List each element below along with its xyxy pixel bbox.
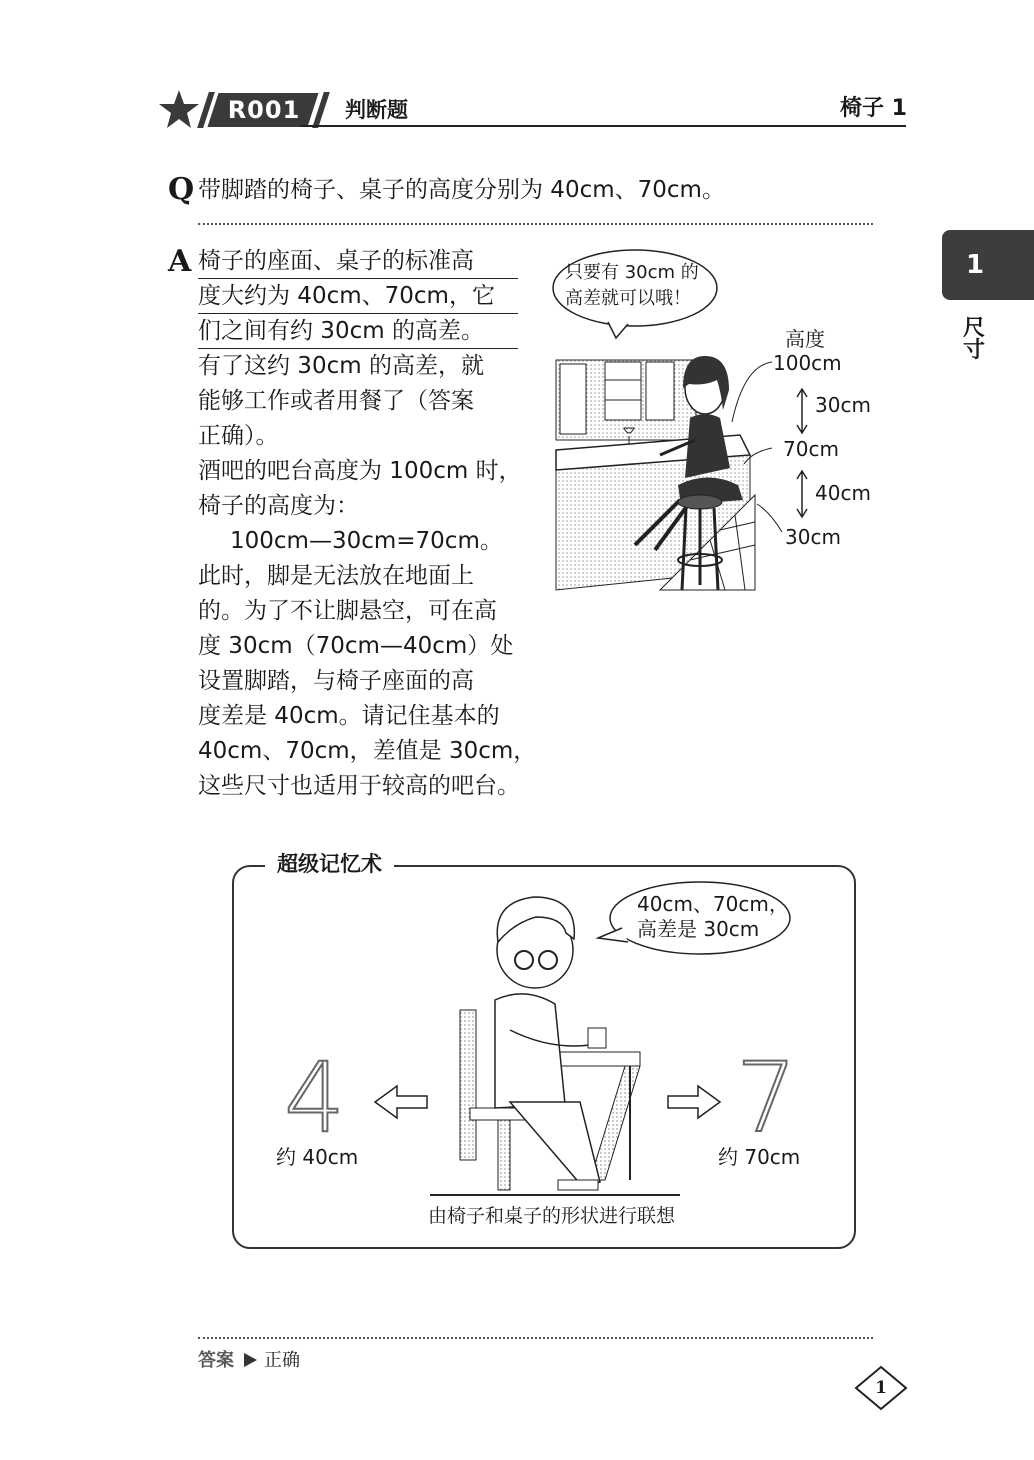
header-rule <box>300 125 906 127</box>
height-70-label: 70cm <box>783 437 839 461</box>
answer-line: 椅子的高度为： <box>198 493 359 519</box>
answer-value: 正确 <box>264 1350 300 1371</box>
answer-letter: A <box>168 244 192 279</box>
answer-line: 们之间有约 30cm 的高差。 <box>198 314 518 349</box>
answer-line: 的。为了不让脚悬空，可在高 <box>198 598 497 624</box>
answer-line: 椅子的座面、桌子的标准高 <box>198 244 518 279</box>
footer-divider <box>198 1337 873 1339</box>
answer-text <box>198 244 537 804</box>
answer-line: 这些尺寸也适用于较高的吧台。 <box>198 773 520 799</box>
answer-line: 有了这约 30cm 的高差，就 <box>198 353 484 379</box>
memory-speech-line: 40cm、70cm， <box>637 892 789 916</box>
triangle-right-icon <box>242 1352 258 1368</box>
answer-line: 40cm、70cm，差值是 30cm， <box>198 738 537 764</box>
diff-30-label: 30cm <box>815 393 871 417</box>
diff-40-label: 40cm <box>815 481 871 505</box>
page-number: 1 <box>875 1378 887 1398</box>
question-code: R001 <box>227 96 301 124</box>
label-about-70cm: 约 70cm <box>718 1145 801 1169</box>
question-letter: Q <box>168 172 195 207</box>
bar-speech-line: 只要有 30cm 的 <box>565 262 699 283</box>
answer-line: 此时，脚是无法放在地面上 <box>198 563 474 589</box>
formula-line: 100cm—30cm=70cm。 <box>230 528 503 554</box>
answer-line: 度 30cm（70cm—40cm）处 <box>198 633 514 659</box>
height-30-label: 30cm <box>785 525 841 549</box>
bar-speech-line: 高差就可以哦！ <box>565 288 691 309</box>
answer-line: 酒吧的吧台高度为 100cm 时， <box>198 458 522 484</box>
answer-line: 设置脚踏，与椅子座面的高 <box>198 668 474 694</box>
question-type: 判断题 <box>345 98 408 122</box>
star-icon <box>158 88 200 130</box>
divider <box>198 223 873 225</box>
answer-line: 度差是 40cm。请记住基本的 <box>198 703 500 729</box>
chapter-tab: 1 <box>942 230 1034 300</box>
answer-line: 能够工作或者用餐了（答案 <box>198 388 474 414</box>
memory-caption: 由椅子和桌子的形状进行联想 <box>428 1205 676 1227</box>
height-title-label: 高度 <box>785 327 825 351</box>
answer-label: 答案 <box>198 1350 234 1371</box>
digit-four: 4 <box>284 1042 346 1154</box>
height-100-label: 100cm <box>773 351 842 375</box>
memory-speech-line: 高差是 30cm <box>637 917 760 941</box>
answer-line: 正确）。 <box>198 423 279 449</box>
answer-line: 度大约为 40cm、70cm，它 <box>198 279 518 314</box>
memory-title: 超级记忆术 <box>265 848 394 880</box>
question-text: 带脚踏的椅子、桌子的高度分别为 40cm、70cm。 <box>198 177 725 203</box>
chapter-label: 尺寸 <box>962 316 985 363</box>
page-title: 椅子 1 <box>840 96 907 121</box>
digit-seven: 7 <box>736 1042 798 1154</box>
label-about-40cm: 约 40cm <box>276 1145 359 1169</box>
